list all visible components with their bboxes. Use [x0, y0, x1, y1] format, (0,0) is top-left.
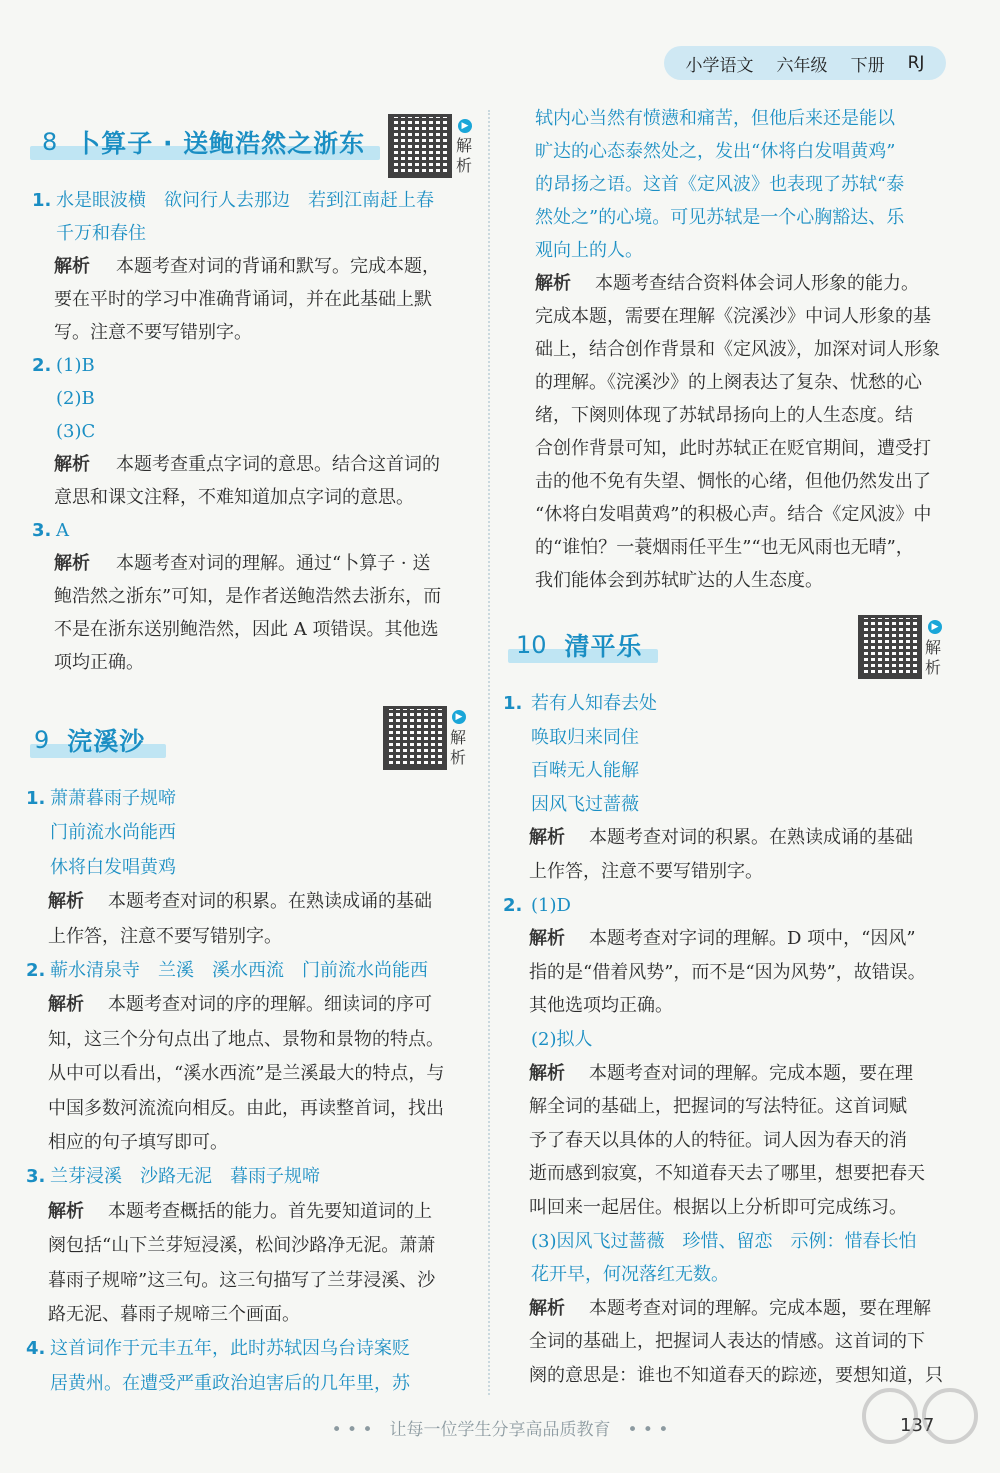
analysis-text: 逝而感到寂寞，不知道春天去了哪里，想要把春天 — [529, 1163, 925, 1185]
analysis-text: 项均正确。 — [54, 652, 144, 673]
answer-line: 然处之”的心境。可见苏轼是一个心胸豁达、乐 — [535, 207, 905, 228]
answer-line: 因风飞过蔷薇 — [531, 793, 639, 815]
answer-line: 萧萧暮雨子规啼 — [50, 788, 176, 809]
analysis-tag: 解析 — [529, 1062, 565, 1084]
analysis-text: 全词的基础上，把握词人表达的情感。这首词的下 — [529, 1331, 925, 1353]
analysis-text: 绪，下阕则体现了苏轼昂扬向上的人生态度。结 — [535, 405, 913, 426]
analysis-text: 本题考查对词的序的理解。细读词的序可 — [108, 994, 432, 1016]
header-edition: RJ — [907, 53, 925, 73]
answer-line: A — [56, 520, 69, 541]
lesson-8-number: 8 — [42, 128, 58, 156]
analysis-text: 击的他不免有失望、惆怅的心绪，但他仍然发出了 — [535, 471, 931, 492]
analysis-text: 意思和课文注释，不难知道加点字词的意思。 — [54, 487, 414, 508]
lesson-10-number: 10 — [516, 631, 547, 659]
header-grade: 六年级 — [776, 55, 828, 76]
answer-line: 观向上的人。 — [535, 240, 643, 261]
answer-line: 居黄州。在遭受严重政治迫害后的几年里，苏 — [50, 1372, 410, 1394]
analysis-text: 从中可以看出，“溪水西流”是兰溪最大的特点，与 — [48, 1063, 445, 1085]
analysis-text: 本题考查结合资料体会词人形象的能力。 — [595, 273, 919, 294]
lesson-10-heading — [508, 627, 643, 663]
analysis-text: 本题考查对词的积累。在熟读成诵的基础 — [108, 891, 432, 913]
analysis-text: 路无泥、暮雨子规啼三个画面。 — [48, 1304, 300, 1325]
question-number: 1. — [26, 788, 46, 809]
analysis-tag: 解析 — [48, 891, 84, 913]
analysis-text: 鲍浩然之浙东”可知，是作者送鲍浩然去浙东，而 — [54, 586, 442, 607]
analysis-text: 要在平时的学习中准确背诵词，并在此基础上默 — [54, 289, 432, 310]
analysis-text: 本题考查对词的背诵和默写。完成本题， — [116, 256, 440, 277]
answer-line: 轼内心当然有愤懑和痛苦，但他后来还是能以 — [535, 108, 895, 129]
analysis-tag: 解析 — [54, 256, 90, 277]
analysis-text: 的理解。《浣溪沙》的上阕表达了复杂、忧愁的心 — [535, 372, 922, 393]
answer-line: (1)B — [56, 355, 95, 376]
question-number: 2. — [26, 960, 46, 981]
lesson-9-title: 浣溪沙 — [67, 727, 146, 756]
analysis-text: 相应的句子填写即可。 — [48, 1132, 228, 1153]
lesson-10-title: 清平乐 — [564, 632, 643, 661]
question-number: 1. — [32, 190, 52, 211]
header-subject: 小学语文 — [685, 55, 754, 76]
answer-line: (2)B — [56, 388, 95, 409]
analysis-text: 解全词的基础上，把握词的写法特征。这首词赋 — [529, 1096, 907, 1118]
answer-line: 花开早，何况落红无数。 — [531, 1264, 729, 1286]
lesson-8-heading — [30, 124, 365, 160]
analysis-text: 我们能体会到苏轼旷达的人生态度。 — [535, 570, 823, 591]
question-number: 2. — [32, 355, 52, 376]
analysis-tag: 解析 — [529, 827, 565, 849]
answer-line: (3)C — [56, 421, 96, 442]
analysis-text: 写。注意不要写错别字。 — [54, 322, 252, 343]
lesson-9-number: 9 — [34, 726, 50, 754]
answer-line: 旷达的心态泰然处之，发出“休将白发唱黄鸡” — [535, 141, 896, 162]
analysis-text: 础上，结合创作背景和《定风波》，加深对词人形象 — [535, 339, 940, 360]
answer-line: 的昂扬之语。这首《定风波》也表现了苏轼“泰 — [535, 174, 905, 195]
analysis-text: 中国多数河流流向相反。由此，再读整首词，找出 — [48, 1097, 444, 1119]
qr-label: 解 析 — [925, 638, 942, 677]
analysis-tag: 解析 — [48, 994, 84, 1016]
answer-line: 门前流水尚能西 — [50, 822, 176, 844]
play-icon: ▶ — [928, 620, 942, 634]
analysis-text: 合创作背景可知，此时苏轼正在贬官期间，遭受打 — [535, 438, 931, 459]
analysis-text: 上作答，注意不要写错别字。 — [529, 861, 763, 882]
analysis-tag: 解析 — [529, 928, 565, 950]
answer-line: 休将白发唱黄鸡 — [50, 856, 176, 878]
footer-slogan: • • • 让每一位学生分享高品质教育 • • • — [331, 1420, 669, 1440]
analysis-text: 本题考查对词的理解。完成本题，要在理解 — [589, 1297, 931, 1319]
qr-label: 解 析 — [450, 728, 467, 767]
analysis-text: 暮雨子规啼”这三句。这三句描写了兰芽浸溪、沙 — [48, 1269, 436, 1291]
lesson-9-heading — [30, 722, 145, 758]
qr-code-icon[interactable] — [388, 114, 452, 178]
play-icon: ▶ — [458, 119, 472, 133]
analysis-tag: 解析 — [54, 553, 90, 574]
question-number: 2. — [503, 894, 523, 916]
question-number: 1. — [503, 693, 523, 714]
column-divider — [488, 110, 490, 1395]
analysis-text: 其他选项均正确。 — [529, 995, 673, 1017]
analysis-text: 阕包括“山下兰芽短浸溪，松间沙路净无泥。萧萧 — [48, 1235, 436, 1257]
answer-line: 百啭无人能解 — [531, 760, 639, 782]
answer-line: 唤取归来同住 — [531, 726, 639, 748]
answer-line: (1)D — [531, 894, 571, 916]
play-icon: ▶ — [452, 710, 466, 724]
answer-line: 水是眼波横 欲问行人去那边 若到江南赶上春 — [56, 190, 434, 211]
answer-line: (3)因风飞过蔷薇 珍惜、留恋 示例：惜春长怕 — [531, 1230, 917, 1252]
analysis-text: 予了春天以具体的人的特征。词人因为春天的消 — [529, 1129, 907, 1151]
question-number: 4. — [26, 1338, 46, 1360]
watermark-logo — [820, 1378, 990, 1468]
qr-label: 解 析 — [456, 136, 473, 175]
answer-line: (2)拟人 — [531, 1029, 593, 1050]
analysis-tag: 解析 — [529, 1297, 565, 1319]
analysis-text: 叫回来一起居住。根据以上分析即可完成练习。 — [529, 1197, 907, 1218]
answer-line: 蕲水清泉寺 兰溪 溪水西流 门前流水尚能西 — [50, 960, 428, 981]
answer-line: 这首词作于元丰五年，此时苏轼因乌台诗案贬 — [50, 1338, 410, 1360]
analysis-text: 指的是“借着风势”，而不是“因为风势”，故错误。 — [529, 961, 926, 983]
analysis-text: 不是在浙东送别鲍浩然，因此 A 项错误。其他选 — [54, 619, 439, 640]
answer-line: 千万和春住 — [56, 223, 146, 244]
analysis-text: 本题考查概括的能力。首先要知道词的上 — [108, 1200, 432, 1222]
analysis-text: 本题考查对字词的理解。D 项中，“因风” — [589, 928, 916, 950]
analysis-text: 知，这三个分句点出了地点、景物和景物的特点。 — [48, 1028, 444, 1050]
analysis-tag: 解析 — [48, 1200, 84, 1222]
analysis-text: 的“谁怕？一蓑烟雨任平生”“也无风雨也无晴”， — [535, 537, 914, 558]
analysis-text: 阕的意思是：谁也不知道春天的踪迹，要想知道，只 — [529, 1365, 943, 1386]
analysis-text: 上作答，注意不要写错别字。 — [48, 925, 282, 947]
analysis-text: 本题考查对词的理解。通过“卜算子 · 送 — [116, 553, 431, 574]
qr-code-icon[interactable] — [383, 706, 447, 770]
analysis-text: 本题考查重点字词的意思。结合这首词的 — [116, 454, 440, 475]
page-number: 137 — [900, 1415, 935, 1436]
qr-code-icon[interactable] — [858, 615, 922, 679]
analysis-tag: 解析 — [535, 273, 571, 294]
header-term: 下册 — [850, 55, 885, 76]
answer-line: 若有人知春去处 — [531, 693, 657, 714]
answer-line: 兰芽浸溪 沙路无泥 暮雨子规啼 — [50, 1166, 320, 1188]
question-number: 3. — [32, 520, 52, 541]
analysis-text: 完成本题，需要在理解《浣溪沙》中词人形象的基 — [535, 306, 931, 327]
lesson-8-title: 卜算子 · 送鲍浩然之浙东 — [75, 129, 366, 158]
analysis-tag: 解析 — [54, 454, 90, 475]
analysis-text: “休将白发唱黄鸡”的积极心声。结合《定风波》中 — [535, 504, 932, 525]
header-pill — [664, 46, 946, 80]
analysis-text: 本题考查对词的积累。在熟读成诵的基础 — [589, 827, 913, 849]
question-number: 3. — [26, 1166, 46, 1188]
analysis-text: 本题考查对词的理解。完成本题，要在理 — [589, 1062, 913, 1084]
